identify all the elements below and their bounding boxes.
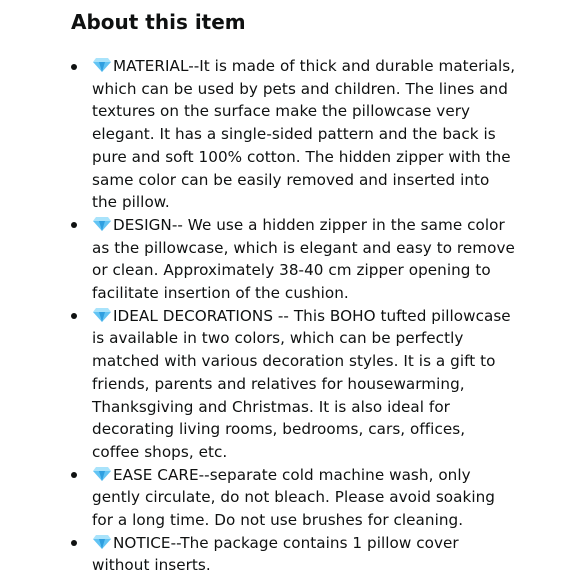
- gem-icon: [92, 466, 112, 482]
- feature-bullet-text: NOTICE--The package contains 1 pillow cover without inserts.: [92, 533, 459, 575]
- section-title: About this item: [71, 10, 246, 34]
- feature-bullet-material: [0, 55, 516, 214]
- feature-bullet-notice: [0, 532, 516, 577]
- feature-bullet-ideal-decorations: [0, 305, 516, 464]
- gem-icon: [92, 307, 112, 323]
- bullet-dot-icon: [71, 313, 77, 319]
- feature-bullet-list: [0, 55, 580, 577]
- feature-bullet-ease-care: [0, 464, 516, 532]
- feature-bullet-text: EASE CARE--separate cold machine wash, only gently circulate, do not bleach. Please avoid soaking for a long time. Do not use brushes for cleaning.: [92, 465, 495, 530]
- feature-bullet-design: [0, 214, 516, 305]
- bullet-dot-icon: [71, 540, 77, 546]
- feature-bullet-text: IDEAL DECORATIONS -- This BOHO tufted pillowcase is available in two colors, which can be perfectly matched with various decoration styles. It is a gift to friends, parents and relatives for housewarming, Thanksgiving and Christmas. It is also ideal for decorating living rooms, bedrooms, cars, offices, coffee shops, etc.: [92, 306, 511, 461]
- feature-bullet-text: DESIGN-- We use a hidden zipper in the same color as the pillowcase, which is elegant and easy to remove or clean. Approximately 38-40 cm zipper opening to facilitate insertion of the cushion.: [92, 215, 515, 303]
- gem-icon: [92, 216, 112, 232]
- bullet-dot-icon: [71, 472, 77, 478]
- gem-icon: [92, 57, 112, 73]
- gem-icon: [92, 534, 112, 550]
- bullet-dot-icon: [71, 222, 77, 228]
- feature-bullet-text: MATERIAL--It is made of thick and durable materials, which can be used by pets and children. The lines and textures on the surface make the pillowcase very elegant. It has a single-sided pattern and the back is pure and soft 100% cotton. The hidden zipper with the same color can be easily removed and inserted into the pillow.: [92, 57, 516, 212]
- bullet-dot-icon: [71, 64, 77, 70]
